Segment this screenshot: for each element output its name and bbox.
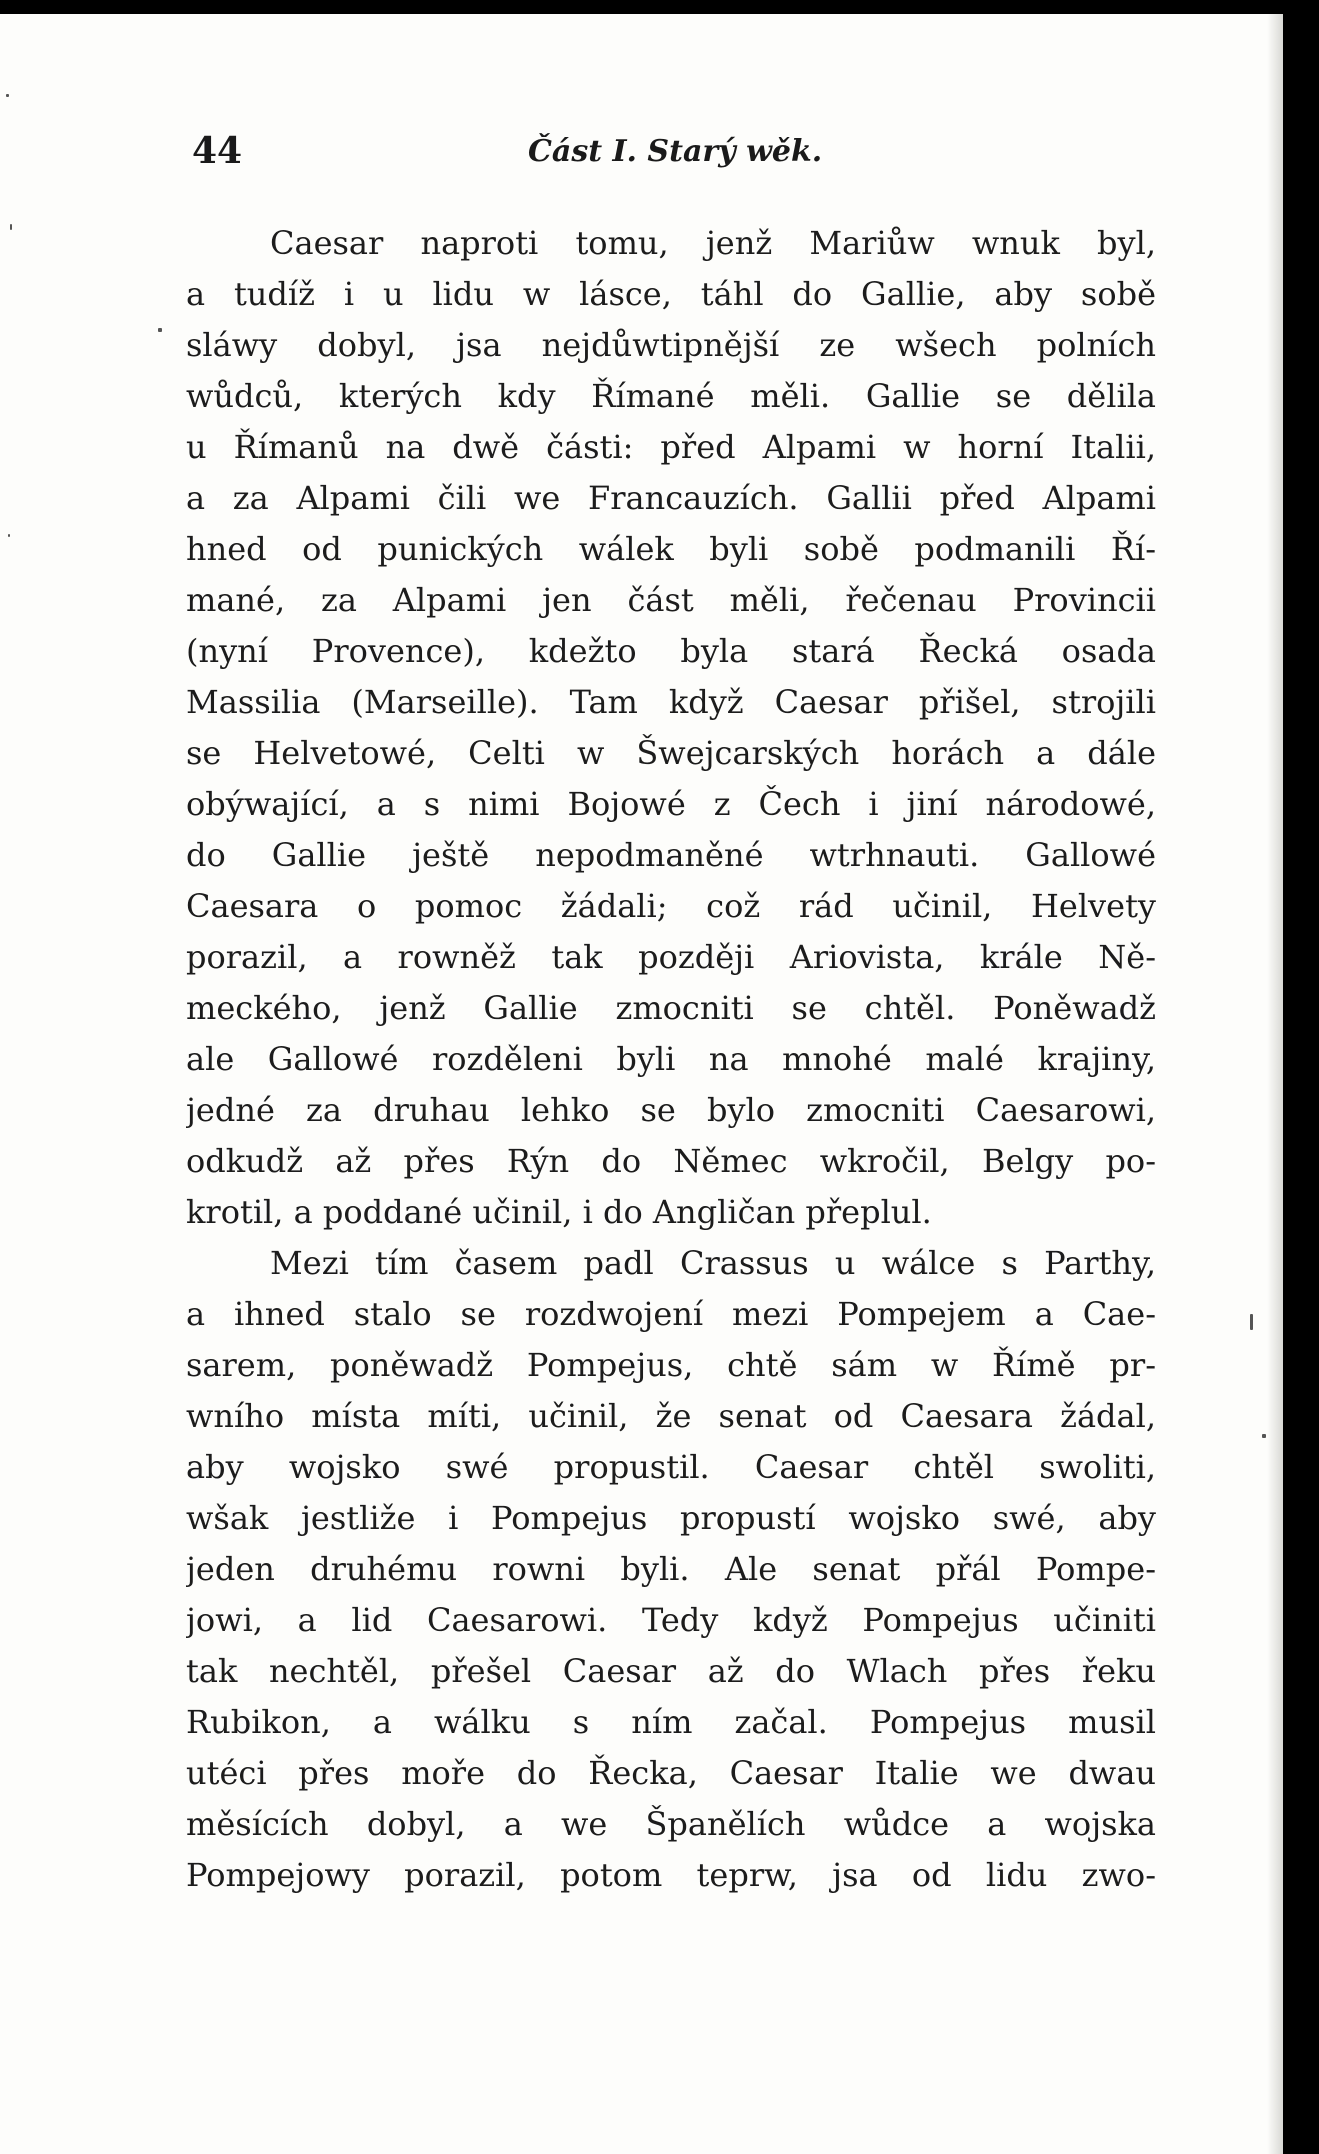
text-line: aby wojsko swé propustil. Caesar chtěl swoliti, bbox=[186, 1448, 1156, 1486]
text-line: se Helvetowé, Celti w Šwejcarských horách a dále bbox=[186, 734, 1156, 772]
text-line: mané, za Alpami jen část měli, řečenau Provincii bbox=[186, 581, 1156, 619]
text-line: Caesar naproti tomu, jenž Mariůw wnuk byl, bbox=[270, 224, 1156, 262]
text-line: sarem, poněwadž Pompejus, chtě sám w Římě pr- bbox=[186, 1346, 1156, 1384]
text-line: (nyní Provence), kdežto byla stará Řecká osada bbox=[186, 632, 1156, 670]
text-line: Rubikon, a wálku s ním začal. Pompejus musil bbox=[186, 1703, 1156, 1741]
text-line: odkudž až přes Rýn do Němec wkročil, Belgy po- bbox=[186, 1142, 1156, 1180]
text-line: obýwající, a s nimi Bojowé z Čech i jiní národowé, bbox=[186, 785, 1156, 823]
text-line: měsících dobyl, a we Španělích wůdce a wojska bbox=[186, 1805, 1156, 1843]
text-line: Pompejowy porazil, potom teprw, jsa od lidu zwo- bbox=[186, 1856, 1156, 1894]
text-line: wšak jestliže i Pompejus propustí wojsko swé, aby bbox=[186, 1499, 1156, 1537]
page-number: 44 bbox=[192, 130, 243, 172]
text-line: jeden druhému rowni byli. Ale senat přál Pompe- bbox=[186, 1550, 1156, 1588]
text-line: u Římanů na dwě části: před Alpami w horní Italii, bbox=[186, 428, 1156, 466]
page-header bbox=[0, 130, 1283, 190]
paragraph bbox=[186, 218, 1156, 1238]
text-line: ale Gallowé rozděleni byli na mnohé malé krajiny, bbox=[186, 1040, 1156, 1078]
text-line: Caesara o pomoc žádali; což rád učinil, Helvety bbox=[186, 887, 1156, 925]
text-line: wního místa míti, učinil, že senat od Caesara žádal, bbox=[186, 1397, 1156, 1435]
text-line: krotil, a poddané učinil, i do Angličan přeplul. bbox=[186, 1193, 932, 1231]
text-line: hned od punických wálek byli sobě podmanili Ří- bbox=[186, 530, 1156, 568]
text-line: jedné za druhau lehko se bylo zmocniti Caesarowi, bbox=[186, 1091, 1156, 1129]
running-title: Část I. Starý wěk. bbox=[528, 134, 823, 169]
book-page bbox=[0, 14, 1283, 2154]
text-line: a ihned stalo se rozdwojení mezi Pompejem a Cae- bbox=[186, 1295, 1156, 1333]
body-text bbox=[186, 218, 1156, 1901]
text-line: jowi, a lid Caesarowi. Tedy když Pompejus učiniti bbox=[186, 1601, 1156, 1639]
paragraph bbox=[186, 1238, 1156, 1901]
text-line: Mezi tím časem padl Crassus u wálce s Parthy, bbox=[270, 1244, 1156, 1282]
text-line: do Gallie ještě nepodmaněné wtrhnauti. Gallowé bbox=[186, 836, 1156, 874]
text-line: a tudíž i u lidu w lásce, táhl do Gallie, aby sobě bbox=[186, 275, 1156, 313]
text-line: meckého, jenž Gallie zmocniti se chtěl. Poněwadž bbox=[186, 989, 1156, 1027]
text-line: porazil, a rowněž tak později Ariovista, krále Ně- bbox=[186, 938, 1156, 976]
text-line: wůdců, kterých kdy Římané měli. Gallie se dělila bbox=[186, 377, 1156, 415]
text-line: a za Alpami čili we Francauzích. Gallii před Alpami bbox=[186, 479, 1156, 517]
text-line: utéci přes moře do Řecka, Caesar Italie we dwau bbox=[186, 1754, 1156, 1792]
text-line: Massilia (Marseille). Tam když Caesar přišel, strojili bbox=[186, 683, 1156, 721]
text-line: sláwy dobyl, jsa nejdůwtipnější ze wšech polních bbox=[186, 326, 1156, 364]
text-line: tak nechtěl, přešel Caesar až do Wlach přes řeku bbox=[186, 1652, 1156, 1690]
page-edge-shadow bbox=[1267, 14, 1283, 2154]
